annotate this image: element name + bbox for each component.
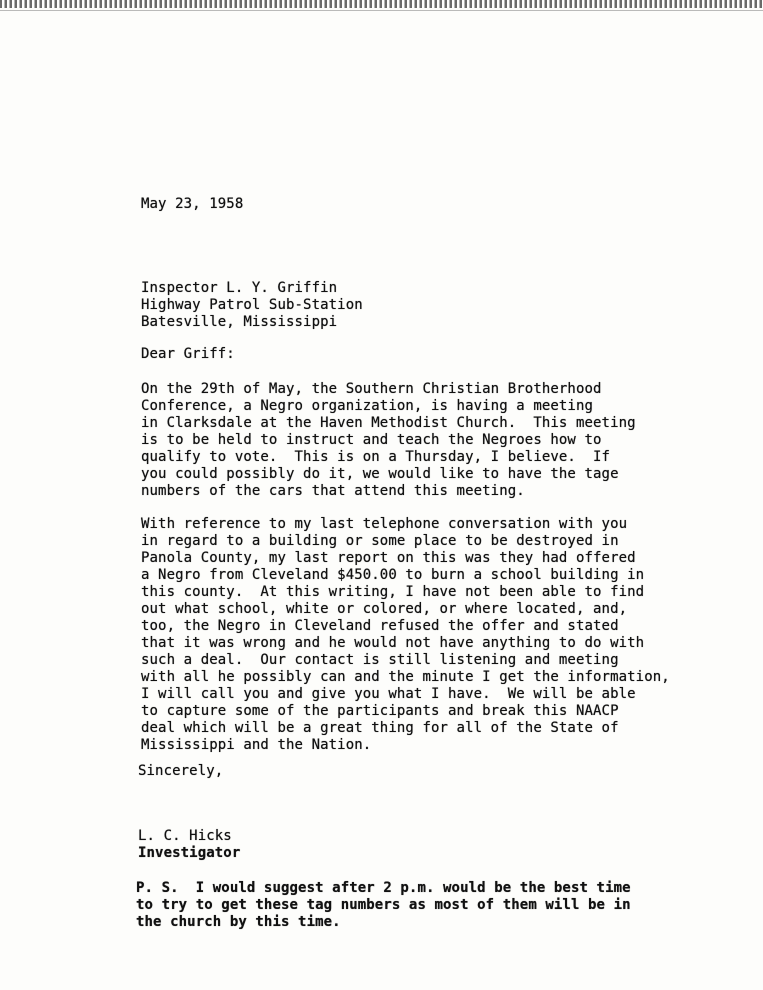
postscript-line: the church by this time. [136,914,341,930]
paragraph1-line: qualify to vote. This is on a Thursday, I believe. If [141,449,611,465]
scan-top-edge [0,0,763,8]
letter-date: May 23, 1958 [141,196,244,212]
paragraph2-line: Mississippi and the Nation. [141,737,372,753]
paragraph2-line: to capture some of the participants and break this NAACP [141,703,619,719]
recipient-line: Batesville, Mississippi [141,314,338,330]
paragraph1-line: On the 29th of May, the Southern Christian Brotherhood [141,381,602,397]
paragraph1-line: in Clarksdale at the Haven Methodist Church. This meeting [141,415,636,431]
recipient-line: Highway Patrol Sub-Station [141,297,363,313]
paragraph1-line: is to be held to instruct and teach the Negroes how to [141,432,602,448]
paragraph2-line: too, the Negro in Cleveland refused the offer and stated [141,618,619,634]
closing: Sincerely, [138,763,224,779]
paragraph2-line: deal which will be a great thing for all of the State of [141,720,619,736]
paragraph2-line: such a deal. Our contact is still listening and meeting [141,652,619,668]
salutation: Dear Griff: [141,346,235,362]
paragraph2-line: with all he possibly can and the minute I get the information, [141,669,670,685]
paragraph2-line: this county. At this writing, I have not been able to find [141,584,645,600]
paragraph1-line: Conference, a Negro organization, is having a meeting [141,398,594,414]
paragraph2-line: in regard to a building or some place to be destroyed in [141,533,619,549]
paragraph2-line: Panola County, my last report on this was they had offered [141,550,636,566]
postscript-line: P. S. I would suggest after 2 p.m. would be the best time [136,880,631,896]
paragraph2-line: that it was wrong and he would not have anything to do with [141,635,645,651]
paragraph1-line: numbers of the cars that attend this meeting. [141,483,525,499]
paragraph2-line: I will call you and give you what I have. We will be able [141,686,636,702]
paragraph2-line: out what school, white or colored, or where located, and, [141,601,628,617]
paragraph2-line: a Negro from Cleveland $450.00 to burn a school building in [141,567,645,583]
recipient-line: Inspector L. Y. Griffin [141,280,338,296]
signer-title: Investigator [138,845,241,861]
signer-name: L. C. Hicks [138,828,232,844]
postscript-line: to try to get these tag numbers as most of them will be in [136,897,631,913]
paragraph1-line: you could possibly do it, we would like to have the tage [141,466,619,482]
paragraph2-line: With reference to my last telephone conversation with you [141,516,628,532]
scan-edge-line [0,10,763,11]
